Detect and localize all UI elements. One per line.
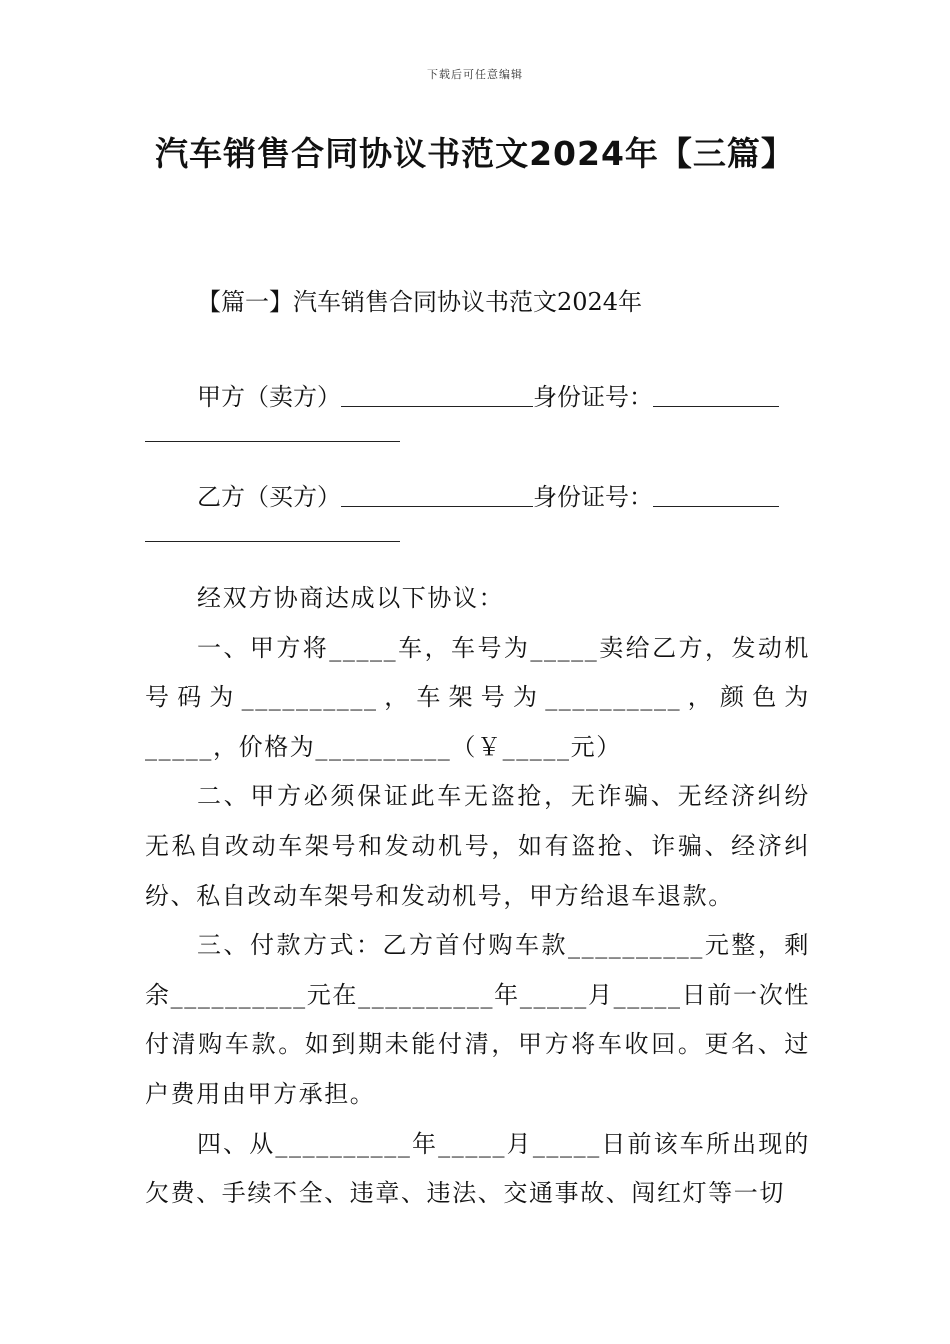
document-title: 汽车销售合同协议书范文2024年【三篇】 (155, 134, 795, 173)
header-note: 下载后可任意编辑 (427, 68, 523, 81)
section-heading: 【篇一】汽车销售合同协议书范文2024年 (197, 288, 643, 316)
party-a-line (145, 373, 810, 471)
party-a-label: 甲方（卖方） (197, 383, 341, 411)
clause-1: 一、甲方将_____车，车号为_____卖给乙方，发动机号码为__________，车架号为__________，颜色为_____，价格为__________（￥_____元） (145, 633, 810, 761)
intro-paragraph: 经双方协商达成以下协议： (197, 584, 505, 612)
party-b-id-blank (653, 479, 779, 507)
party-a-id-blank (653, 379, 779, 407)
clause-4: 四、从__________年_____月_____日前该车所出现的欠费、手续不全、违章、违法、交通事故、闯红灯等一切 (145, 1129, 810, 1208)
party-a-id-label: 身份证号： (533, 383, 653, 411)
party-b-id-label: 身份证号： (533, 483, 653, 511)
party-b-line (145, 473, 810, 571)
party-b-name-blank (341, 479, 533, 507)
party-a-id-blank-continued (145, 421, 400, 442)
party-b-label: 乙方（买方） (197, 483, 341, 511)
clause-3: 三、付款方式：乙方首付购车款__________元整，剩余__________元在__________年_____月_____日前一次性付清购车款。如到期未能付清，甲方将车收回。更名、过户费用由甲方承担。 (145, 931, 810, 1108)
party-b-id-blank-continued (145, 521, 400, 542)
clause-2: 二、甲方必须保证此车无盗抢，无诈骗、无经济纠纷无私自改动车架号和发动机号，如有盗抢、诈骗、经济纠纷、私自改动车架号和发动机号，甲方给退车退款。 (145, 782, 810, 910)
party-a-name-blank (341, 379, 533, 407)
contract-body (145, 574, 810, 1219)
